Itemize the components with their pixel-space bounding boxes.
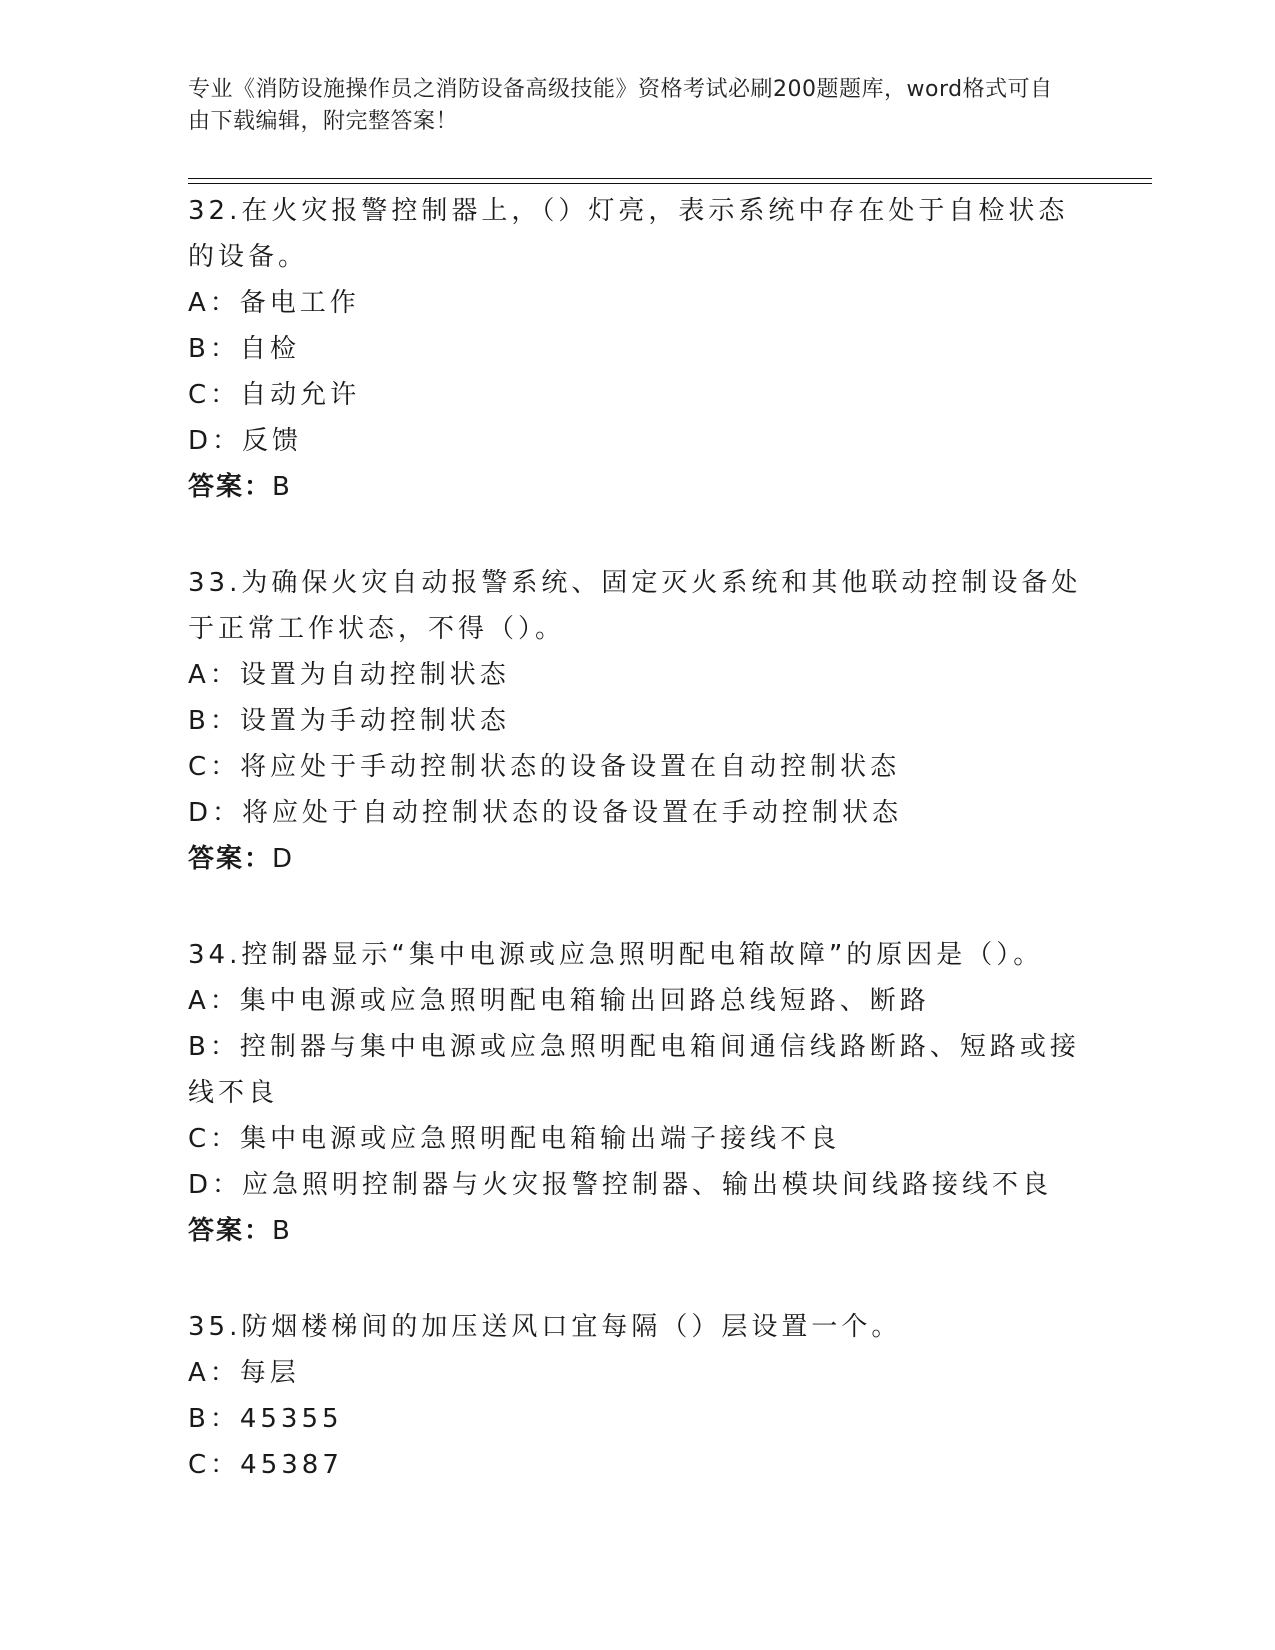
question-answer [188, 1208, 1088, 1254]
answer-label: 答案： [188, 472, 273, 502]
question-stem: 33.为确保火灾自动报警系统、固定灭火系统和其他联动控制设备处于正常工作状态，不得（）。 [188, 568, 1082, 644]
question-option: D：应急照明控制器与火灾报警控制器、输出模块间线路接线不良 [188, 1170, 1053, 1200]
question-answer [188, 836, 1088, 882]
question-answer [188, 464, 1088, 510]
question-block [188, 1304, 1088, 1488]
question-stem: 35.防烟楼梯间的加压送风口宜每隔（）层设置一个。 [188, 1312, 902, 1342]
question-option: B：45355 [188, 1404, 343, 1434]
question-option: B：自检 [188, 334, 300, 364]
question-option: C：将应处于手动控制状态的设备设置在自动控制状态 [188, 752, 901, 782]
answer-value: B [272, 472, 292, 502]
question-stem: 34.控制器显示“集中电源或应急照明配电箱故障”的原因是（）。 [188, 940, 1044, 970]
question-list [188, 188, 1088, 1538]
answer-label: 答案： [188, 1216, 273, 1246]
question-option: A：备电工作 [188, 288, 360, 318]
question-option: C：45387 [188, 1450, 343, 1480]
header-rule-top [188, 178, 1152, 179]
question-stem: 32.在火灾报警控制器上，（）灯亮，表示系统中存在处于自检状态的设备。 [188, 196, 1069, 272]
question-option: A：设置为自动控制状态 [188, 660, 510, 690]
question-option: D：将应处于自动控制状态的设备设置在手动控制状态 [188, 798, 903, 828]
question-block [188, 188, 1088, 510]
answer-label: 答案： [188, 844, 273, 874]
question-option: D：反馈 [188, 426, 303, 456]
question-option: B：控制器与集中电源或应急照明配电箱间通信线路断路、短路或接线不良 [188, 1032, 1080, 1108]
answer-value: D [272, 844, 295, 874]
question-option: C：集中电源或应急照明配电箱输出端子接线不良 [188, 1124, 841, 1154]
question-block [188, 560, 1088, 882]
header-rule-bottom [188, 183, 1152, 184]
question-option: C：自动允许 [188, 380, 361, 410]
question-option: A：集中电源或应急照明配电箱输出回路总线短路、断路 [188, 986, 930, 1016]
document-header: 专业《消防设施操作员之消防设备高级技能》资格考试必刷200题题库，word格式可自由下载编辑，附完整答案！ [188, 77, 1053, 134]
question-option: A：每层 [188, 1358, 300, 1388]
question-option: B：设置为手动控制状态 [188, 706, 510, 736]
question-block [188, 932, 1088, 1254]
answer-value: B [272, 1216, 292, 1246]
